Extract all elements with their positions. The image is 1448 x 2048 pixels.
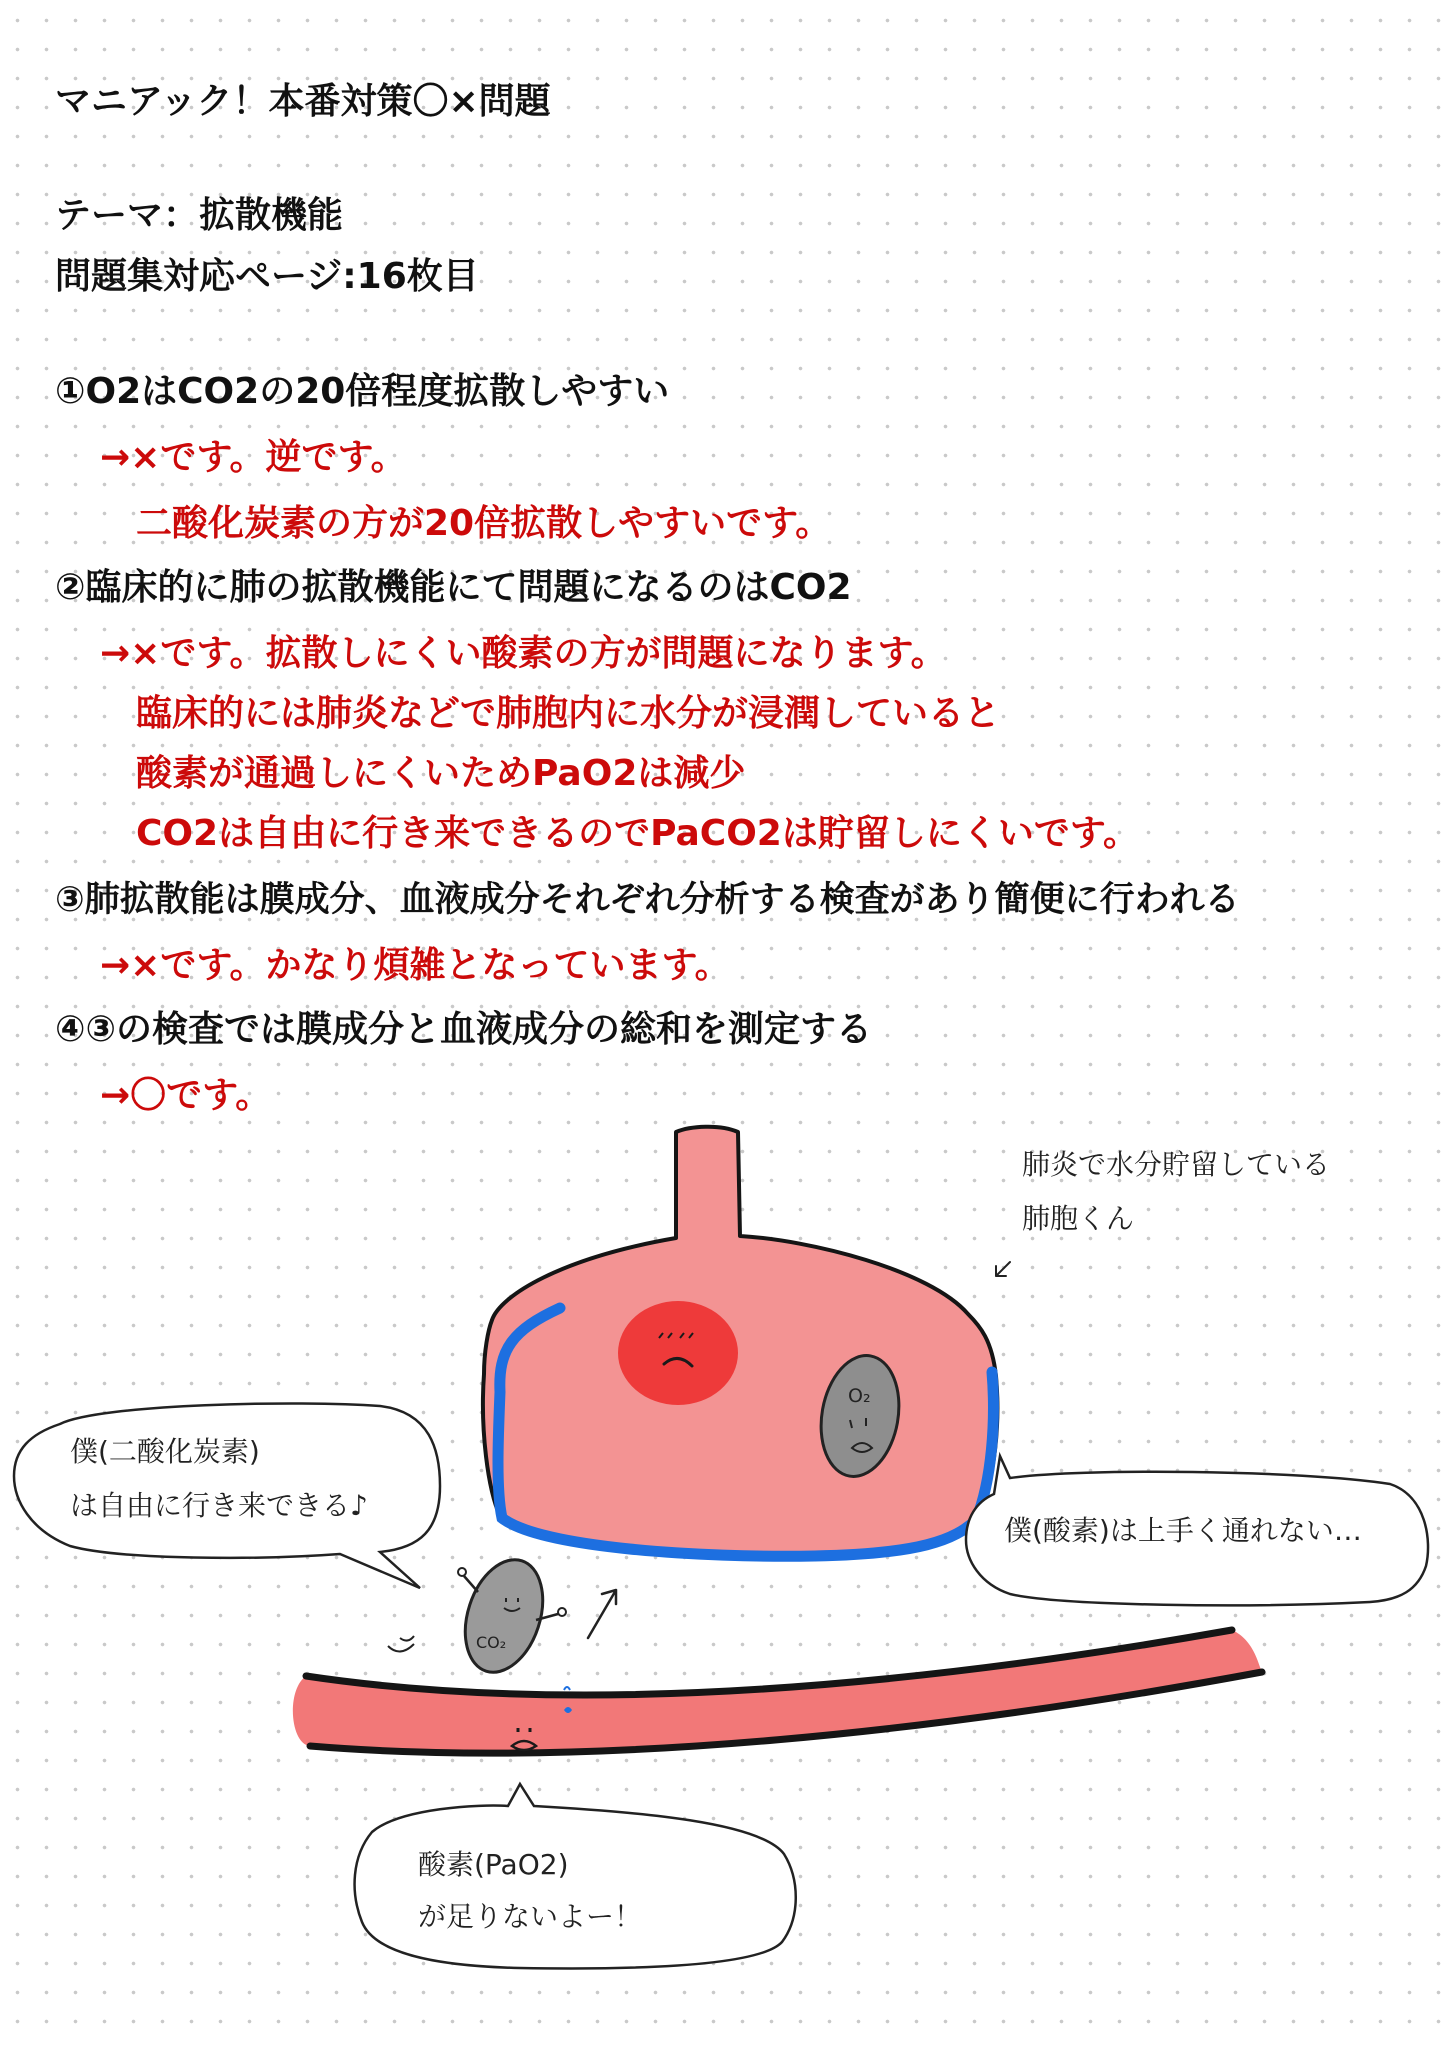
question-1: ①O2はCO2の20倍程度拡散しやすい [55,371,670,412]
co2-molecule [388,1550,566,1683]
vessel-bubble-line-1: 酸素(PaO2) [418,1848,569,1881]
answer-4-line-1: →〇です。 [100,1075,272,1116]
answer-1-line-1: →×です。逆です。 [100,437,407,478]
question-4: ④③の検査では膜成分と血液成分の総和を測定する [55,1009,872,1050]
answer-2-line-1: →×です。拡散しにくい酸素の方が問題になります。 [100,633,947,674]
up-arrow-icon [588,1590,616,1638]
pointer-arrow-icon [996,1262,1010,1276]
o2-bubble-line-1: 僕(酸素)は上手く通れない… [1004,1514,1362,1547]
page-title: マニアック！本番対策〇×問題 [55,81,551,122]
alveolus [483,1127,997,1555]
question-2: ②臨床的に肺の拡散機能にて問題になるのはCO2 [55,567,852,608]
page-reference: 問題集対応ページ:16枚目 [55,256,479,297]
co2-bubble-line-2: は自由に行き来できる♪ [70,1489,368,1522]
co2-label: CO₂ [476,1633,507,1652]
answer-1-line-2: 二酸化炭素の方が20倍拡散しやすいです。 [136,503,832,544]
answer-2-line-4: CO2は自由に行き来できるのでPaCO2は貯留しにくいです。 [136,813,1139,854]
answer-3-line-1: →×です。かなり煩雑となっています。 [100,945,731,986]
alveolus-note-line-1: 肺炎で水分貯留している [1022,1148,1331,1181]
answer-2-line-2: 臨床的には肺炎などで肺胞内に水分が浸潤していると [136,693,1001,734]
water-blob [618,1301,738,1405]
theme-label: テーマ：拡散機能 [55,195,344,236]
co2-bubble-line-1: 僕(二酸化炭素) [70,1435,260,1468]
o2-label: O₂ [848,1385,871,1407]
vessel-bubble-line-2: が足りないよー！ [418,1900,643,1933]
question-3: ③肺拡散能は膜成分、血液成分それぞれ分析する検査があり簡便に行われる [55,880,1240,920]
alveolus-note-line-2: 肺胞くん [1022,1202,1135,1235]
answer-2-line-3: 酸素が通過しにくいためPaO2は減少 [136,753,746,794]
